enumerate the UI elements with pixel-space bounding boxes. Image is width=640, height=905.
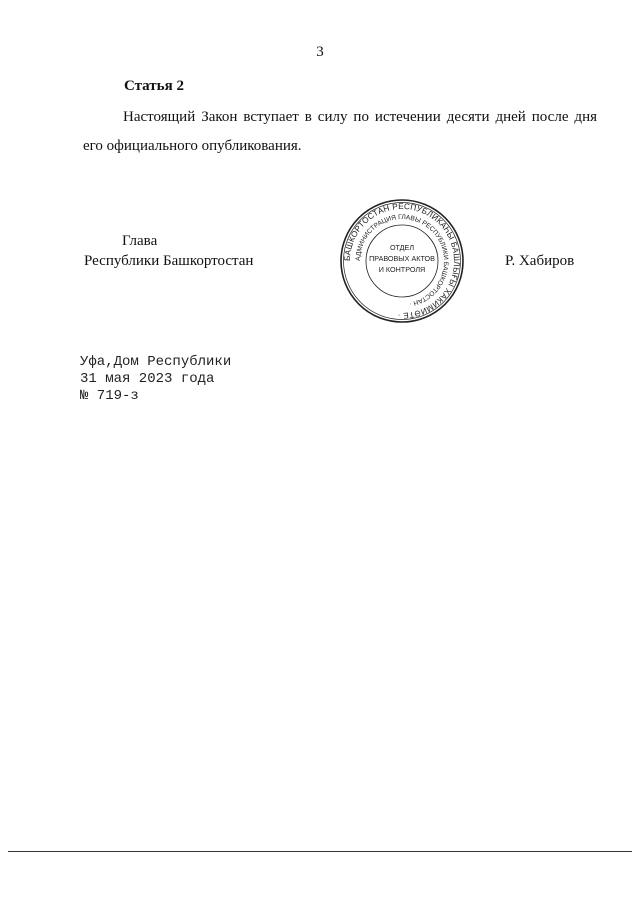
bottom-rule	[8, 851, 632, 852]
signature-name: Р. Хабиров	[505, 253, 575, 269]
stamp-inner-text: АДМИНИСТРАЦИЯ ГЛАВЫ РЕСПУБЛИКИ БАШКОРТОСТАН ·	[354, 213, 450, 308]
stamp-outer-text: БАШКОРТОСТАН РЕСПУБЛИКАҺЫ БАШЛЫҒЫ ХАКИМИӘТЕ ·	[342, 201, 462, 321]
footer-date: 31 мая 2023 года	[80, 371, 215, 387]
stamp-center-line-3: И КОНТРОЛЯ	[378, 265, 426, 274]
article-title: Статья 2	[124, 78, 184, 94]
stamp-center-line-1: ОТДЕЛ	[389, 243, 415, 252]
signature-organization: Республики Башкортостан	[84, 253, 254, 269]
document-footer	[80, 354, 231, 405]
page-number: 3	[316, 44, 324, 60]
article-text: Настоящий Закон вступает в силу по истечении десяти дней после дня его официального опубликования.	[83, 109, 597, 154]
stamp-center-line-2: ПРАВОВЫХ АКТОВ	[369, 254, 435, 263]
signature-title: Глава	[122, 233, 158, 249]
official-stamp	[339, 198, 465, 324]
footer-number: № 719-з	[80, 388, 139, 404]
footer-place: Уфа,Дом Республики	[80, 354, 232, 370]
